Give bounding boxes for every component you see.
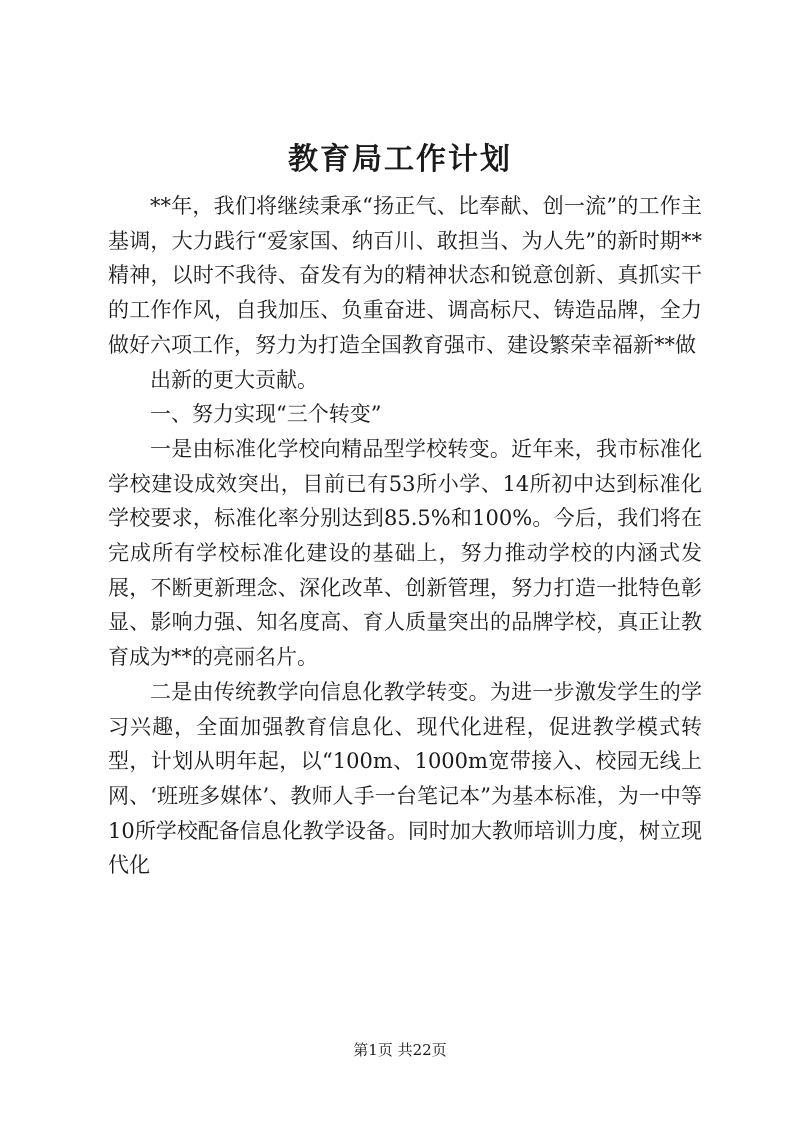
paragraph-standardized-schools: 一是由标准化学校向精品型学校转变。近年来，我市标准化学校建设成效突出，目前已有53所小学、14所初中达到标准化学校要求，标准化率分别达到85.5%和100%。今后，我们将在完成所有学校标准化建设的基础上，努力推动学校的内涵式发展，不断更新理念、深化改革、创新管理，努力打造一批特色彰显、影响力强、知名度高、育人质量突出的品牌学校，真正让教育成为**的亮丽名片。 xyxy=(108,436,702,670)
document-title: 教育局工作计划 xyxy=(288,142,512,177)
page-footer: 第1页 共22页 xyxy=(353,1041,447,1059)
paragraph-informatized-teaching: 二是由传统教学向信息化教学转变。为进一步激发学生的学习兴趣，全面加强教育信息化、现代化进程，促进教学模式转型，计划从明年起，以“100m、1000m宽带接入、校园无线上网、‘班班多媒体’、教师人手一台笔记本”为基本标准，为一中等10所学校配备信息化教学设备。同时加大教师培训力度，树立现代化 xyxy=(108,679,702,878)
paragraph-intro-continuation: 出新的更大贡献。 xyxy=(150,367,318,392)
paragraph-intro: **年，我们将继续秉承“扬正气、比奉献、创一流”的工作主基调，大力践行“爱家国、纳百川、敢担当、为人先”的新时期**精神，以时不我待、奋发有为的精神状态和锐意创新、真抓实干的工作作风，自我加压、负重奋进、调高标尺、铸造品牌，全力做好六项工作，努力为打造全国教育强市、建设繁荣幸福新**做 xyxy=(108,194,702,357)
document-body xyxy=(108,189,702,883)
section-heading-three-transformations: 一、努力实现“三个转变” xyxy=(150,402,382,427)
